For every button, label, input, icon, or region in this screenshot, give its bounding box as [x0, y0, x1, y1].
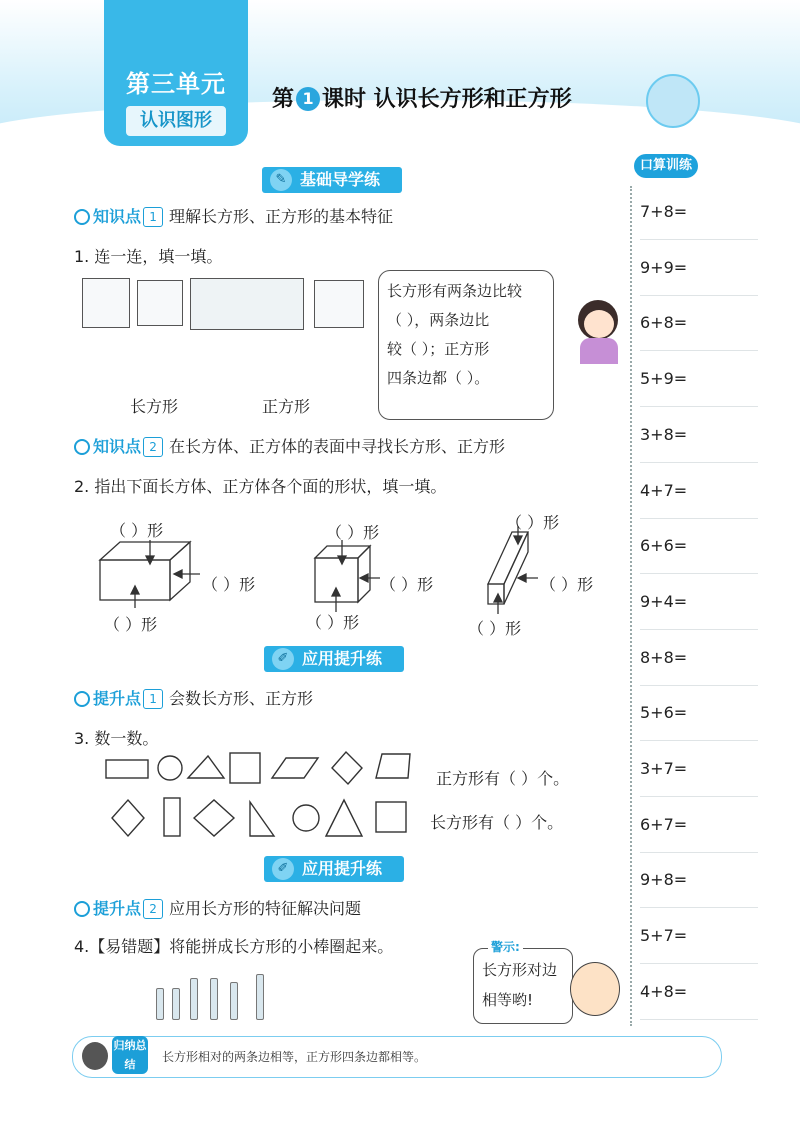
blank-cube-front: （ ）形 — [380, 575, 434, 594]
cube — [315, 540, 380, 612]
section-banner-apply-2 — [264, 856, 404, 882]
compass-icon: ✎ — [270, 169, 292, 191]
label-rectangle: 长方形 — [130, 397, 179, 416]
banner-label: 应用提升练 — [302, 649, 383, 668]
sun-flower-icon — [646, 74, 700, 128]
calc-item: 9+4= — [640, 574, 758, 630]
picture-handkerchief — [137, 280, 183, 326]
question-4: 4.【易错题】将能拼成长方形的小棒圈起来。 — [74, 937, 394, 956]
shape-parallelogram — [272, 758, 318, 778]
calc-item: 4+8= — [640, 964, 758, 1020]
lesson-name: 课时 认识长方形和正方形 — [322, 87, 572, 112]
kp-number: 2 — [143, 899, 163, 919]
blank-cube-top: （ ）形 — [326, 523, 380, 542]
section-banner-basic — [262, 167, 402, 193]
shape-right-triangle — [250, 802, 274, 836]
kp-text: 理解长方形、正方形的基本特征 — [169, 207, 394, 226]
calc-item: 5+6= — [640, 685, 758, 741]
girl-face — [584, 310, 614, 338]
boy-character — [570, 962, 620, 1016]
kp-tag: 提升点 — [93, 899, 142, 918]
hint-bubble — [473, 948, 573, 1024]
stick-6 — [256, 974, 264, 1020]
blank-cuboid-front: （ ）形 — [202, 575, 256, 594]
unit-box — [104, 0, 248, 146]
calc-item: 9+8= — [640, 852, 758, 908]
target-icon — [74, 209, 90, 225]
blank-tall-top: （ ）形 — [506, 513, 560, 532]
calc-item: 3+8= — [640, 407, 758, 463]
ruler-icon: ✐ — [272, 858, 294, 880]
banner-label: 基础导学练 — [300, 170, 381, 189]
calc-item: 6+8= — [640, 295, 758, 351]
calc-item: 3+7= — [640, 741, 758, 797]
hint-line: 相等哟! — [482, 991, 534, 1009]
blank-tall-bottom: （ ）形 — [468, 619, 522, 638]
unit-subtitle: 认识图形 — [126, 106, 226, 136]
calc-item: 6+7= — [640, 797, 758, 853]
picture-sticker — [82, 278, 130, 328]
calc-item: 7+8= — [640, 184, 758, 240]
kp-text: 会数长方形、正方形 — [169, 689, 314, 708]
stick-5 — [230, 982, 238, 1020]
blank-cuboid-top: （ ）形 — [110, 521, 164, 540]
label-square: 正方形 — [262, 397, 311, 416]
hint-tag: 警示: — [488, 938, 523, 955]
shape-trapezoid — [376, 754, 410, 778]
shape-diamond — [112, 800, 144, 836]
kousuan-title: 口算训练 — [634, 154, 698, 178]
knowledge-point-2 — [74, 434, 505, 457]
banner-label: 应用提升练 — [302, 859, 383, 878]
question-2: 2. 指出下面长方体、正方体各个面的形状，填一填。 — [74, 477, 447, 496]
lesson-number: 1 — [296, 87, 320, 111]
calc-item: 4+7= — [640, 463, 758, 519]
knowledge-point-1 — [74, 204, 393, 227]
speech-line: 长方形有两条边比较 — [387, 282, 523, 300]
shape-square-tilted — [332, 752, 362, 784]
kp-number: 2 — [143, 437, 163, 457]
shape-rectangle-tall — [164, 798, 180, 836]
kp-tag: 提升点 — [93, 689, 142, 708]
kp-number: 1 — [143, 207, 163, 227]
kp-tag: 知识点 — [93, 207, 142, 226]
calc-item: 6+6= — [640, 518, 758, 574]
kp-number: 1 — [143, 689, 163, 709]
cuboid-wide — [100, 540, 200, 608]
picture-card — [314, 280, 364, 328]
stick-2 — [172, 988, 180, 1020]
speech-line: （ ），两条边比 — [387, 311, 490, 329]
stick-3 — [190, 978, 198, 1020]
blank-cube-bottom: （ ）形 — [306, 613, 360, 632]
shape-square — [230, 753, 260, 783]
speech-line: 四条边都（ ）。 — [387, 369, 490, 387]
stick-4 — [210, 978, 218, 1020]
shape-diamond-2 — [194, 800, 234, 836]
blank-cuboid-bottom: （ ）形 — [104, 615, 158, 634]
summary-text: 长方形相对的两条边相等，正方形四条边都相等。 — [162, 1050, 427, 1064]
count-rectangle: 长方形有（ ）个。 — [430, 813, 564, 832]
count-square: 正方形有（ ）个。 — [436, 769, 570, 788]
stick-1 — [156, 988, 164, 1020]
girl-body — [580, 338, 618, 364]
shape-circle — [158, 756, 182, 780]
section-banner-apply-1 — [264, 646, 404, 672]
speech-line: 较（ ）；正方形 — [387, 340, 490, 358]
kp-tag: 知识点 — [93, 437, 142, 456]
ruler-icon: ✐ — [272, 648, 294, 670]
shapes-figure — [100, 748, 420, 848]
picture-painting — [190, 278, 304, 330]
shape-triangle — [188, 756, 224, 778]
improve-point-2 — [74, 896, 361, 919]
rocket-icon — [74, 691, 90, 707]
target-icon — [74, 439, 90, 455]
summary-tag: 归纳总结 — [112, 1036, 148, 1074]
rocket-icon — [74, 901, 90, 917]
lesson-title — [272, 82, 572, 113]
kp-text: 应用长方形的特征解决问题 — [169, 899, 362, 918]
hint-line: 长方形对边 — [482, 961, 558, 979]
calc-item: 9+9= — [640, 240, 758, 296]
calc-item: 8+8= — [640, 630, 758, 686]
kid-icon — [82, 1042, 108, 1070]
shape-circle-2 — [293, 805, 319, 831]
unit-title: 第三单元 — [126, 70, 226, 98]
question-1: 1. 连一连，填一填。 — [74, 247, 223, 266]
speech-bubble — [378, 270, 554, 420]
shape-triangle-2 — [326, 800, 362, 836]
kp-text: 在长方体、正方体的表面中寻找长方形、正方形 — [169, 437, 506, 456]
lesson-prefix: 第 — [272, 87, 295, 112]
shape-square-2 — [376, 802, 406, 832]
question-3: 3. 数一数。 — [74, 729, 159, 748]
cuboid-tall — [488, 526, 538, 614]
calc-item: 5+9= — [640, 351, 758, 407]
calc-item: 5+7= — [640, 908, 758, 964]
improve-point-1 — [74, 686, 313, 709]
shape-rectangle — [106, 760, 148, 778]
blank-tall-front: （ ）形 — [540, 575, 594, 594]
kousuan-header — [626, 150, 736, 180]
